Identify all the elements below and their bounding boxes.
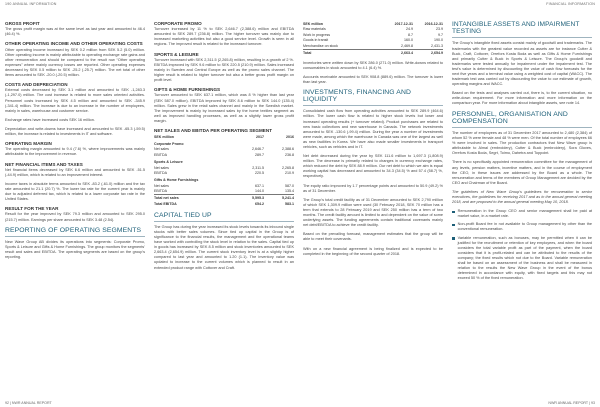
paragraph: The Group's total credit facility as of 31 December amounted to SEK 2,790 million of which SEK 1,309.9 million were used (30 February 2018, SEK 70 million has a term that extends to 28 February 2019 and SEK 250 million has a term of two months. The credit facility amount is limited to and dependent on the value of some underlying assets. The funding agreements contain traditional covenants mainly net debt/EBITDA to achieve the credit facility. xyxy=(303,197,443,228)
paragraph: Accounts receivable amounted to SEK 908.8 (889.6) million. The turnover is lower than last year. xyxy=(303,74,443,84)
paragraph: Other operating income increased by SEK 0.2 million from SEK 5.2 (5.0) million. Other operating income is mainly attributable to operating exchange rate gains and other remuneration and should be compared to the result row “Other operating expenses” where mainly currency losses are reported. Other operating expenses decreased by SEK 0.5 million to SEK -25.2 (-25.7) million. The net total of other items amounted to SEK -20.0 (-20.5) million. xyxy=(5,47,145,78)
paragraph: Inventories were written down by SEK 286.0 (271.0) million. Write-downs related to consumables in stock amounted to 4.1 (6.4) %. xyxy=(303,60,443,70)
section-title: SPORTS & LEISURE xyxy=(154,51,199,57)
paragraph: External costs decreased by SEK 3.1 million and amounted to SEK -1,283.3 (-1,297.0) million. The cost increase is related to more sales oriented activities. Personnel costs increased by SEK 4.5 million and amounted to SEK -345.9 (-341.4) million. The increase is due to an increase in the number of employees, mainly in sales, warehouse and customer service. xyxy=(5,88,145,113)
paragraph: The guidelines of New Wave Group's guidelines for remuneration to senior executives, the guidelines for receiving 2017 and as in the annual general meeting 2018, and are proposed to the annual general meeting May 10, 2018. xyxy=(452,189,592,205)
table-row: Net sales 637.1 587.0 xyxy=(154,183,294,188)
section-title: NET FINANCIAL ITEMS AND TAXES xyxy=(5,161,83,167)
paragraph: Consolidated cash flow from operating activities amounted to SEK 289.9 (464.6) million. The lower cash flow is related to higher stock levels but lower and increased operating results (+ turnover related). Product purchases are related to new basic collections and new warehouse in Canada. The network investments amounted to SEK -130.6 (-99.4) million. During the year a number of investments were made, among which the warehouse in Canada was one of the largest as well as new facilities in Korea. We have also made smaller investments in transport vehicles, such as vehicles and in IT. xyxy=(303,109,443,149)
paragraph: Exchange rates have increased costs SEK 16 million. xyxy=(5,117,95,122)
bullet-square-icon xyxy=(452,211,455,214)
section-heading: INVESTMENTS, FINANCING AND LIQUIDITY xyxy=(303,88,411,104)
column-1 xyxy=(5,21,145,264)
table-group: Corporate Promo xyxy=(154,141,184,146)
table-total-row: Total EBITDA 654.2 583.1 xyxy=(154,201,294,206)
table-total-row: Total net sales 5,595.3 5,241.4 xyxy=(154,195,294,200)
section-title: OPERATING MARGIN xyxy=(5,141,52,147)
section-title: OTHER OPERATING INCOME AND OTHER OPERATING COSTS xyxy=(5,41,143,47)
table-header: 2016 xyxy=(286,134,294,139)
table-row: Merchandise on stock 2,469.8 2,431.3 xyxy=(303,43,443,48)
paragraph: The number of employees as of 31 December 2017 amounted to 2,480 (2,384) of whom 52 % were female and 48 % were men. Of the total number of employees 66 % were involved in sales. The production contractors that New Wave group is attributable to Almal (embroidery), Cutter & Buck (embroidery), Sora Gloves, Orrefors Kosta Boda, Segrt, Toimo, Dahetra and Toppoint. xyxy=(452,130,592,156)
page-header-left: 190 ANNUAL INFORMATION xyxy=(5,2,57,6)
table-group: Gifts & Home Furnishings xyxy=(154,178,199,183)
section-title: GROSS PROFIT xyxy=(5,21,40,26)
paragraph: With on a new financial agreement is being finalized and is expected to be completed in the beginning of the second quarter of 2018. xyxy=(303,246,443,256)
table-row: Net sales 2,646.7 2,388.6 xyxy=(154,147,294,152)
paragraph: Net financial items decreased by SEK 6.6 million and amounted to SEK -51.5 (-44.9) million, which is related to an improvement interest. xyxy=(5,167,145,177)
table-row: Goods in transit 160.0 190.0 xyxy=(303,38,443,43)
table-row: EBITDA 220.5 210.9 xyxy=(154,171,294,176)
table-unit: SEK million xyxy=(154,134,174,139)
table-total-row: Total 2,663.4 2,654.9 xyxy=(303,50,443,55)
bullet-item: Remuneration in the Group CEO and senior management shall be paid at market value, in a market rate. xyxy=(452,209,592,219)
table-header: 2016-12-31 xyxy=(424,21,443,26)
bullet-square-icon xyxy=(452,237,455,240)
paragraph: Result for the year improved by SEK 79.3 million and amounted to SEK 295.0 (215.7) million. Earnings per share amounted to SEK 3.48 (2.54). xyxy=(5,212,145,222)
divider xyxy=(452,37,592,38)
paragraph: The operating margin amounted to 9.4 (7.6) %, where improvements was mainly attributable to the improvement in revenue. xyxy=(5,147,145,157)
table-row: EBITDA 144.0 135.4 xyxy=(154,189,294,194)
column-3 xyxy=(303,21,443,261)
table-row: EBITDA 289.7 236.8 xyxy=(154,153,294,157)
column-2 xyxy=(154,21,294,275)
paragraph: New Wave Group AB divides its operations into segments: Corporate Promo, Sports & Leisure and Gifts & Home Furnishings. The group monitors the segments’ result and sales and EBITDA. The operating segments are based on the group's reporting. xyxy=(5,239,145,260)
section-heading: CAPITAL TIED UP xyxy=(154,211,212,219)
paragraph: The gross profit margin was at the same level as last year and amounted to 46.4 (46.4) %. xyxy=(5,27,145,37)
table-header: 2017-12-31 xyxy=(394,21,413,26)
inventory-table xyxy=(303,21,443,56)
section-title: CORPORATE PROMO xyxy=(154,21,202,26)
paragraph: Income taxes in absolute terms amounted to SEK -83.2 (-61.0) million and the tax rate amounted to 21.1 (20.7) %. The lower tax rate for the current year is mainly due to adjusted deferred tax, which is related to a lower corporate tax rate in the United States. xyxy=(5,181,145,202)
section-title: GIFTS & HOME FURNISHINGS xyxy=(154,87,221,93)
table-row: Raw materials 24.9 23.9 xyxy=(303,27,443,32)
paragraph: There is no specifically appointed remuneration committee for the management of any levels, pension matters, incentive matters, and in the course of employment the CEO, in these issues are addressed by the Board as a whole. The remuneration and terms of the members of Group Management are decided by the CEO and Chairman of the Board. xyxy=(452,160,592,185)
divider xyxy=(452,127,592,128)
column-4 xyxy=(452,21,592,284)
bullet-item: Non-profit Board fee in not available to Group management by other than the conventional remuneration. xyxy=(452,222,592,232)
table-header: 2017 xyxy=(256,134,264,139)
table-row: Work in progress 8.7 9.7 xyxy=(303,32,443,37)
table-unit: SEK million xyxy=(303,21,323,26)
table-group: Sports & Leisure xyxy=(154,160,183,164)
section-heading: INTANGIBLE ASSETS AND IMPAIRMENT TESTING xyxy=(452,21,580,36)
table-title: NET SALES AND EBITDA PER OPERATING SEGMENT xyxy=(154,128,272,134)
paragraph: Depreciation and write-downs have increased and amounted to SEK -65.3 (-59.5) million, the increase is related to investments in IT and software. xyxy=(5,126,145,137)
paragraph: Based on the prevailing forecast, management estimates that the group will be able to meet their covenants. xyxy=(303,232,443,242)
section-title: COSTS AND DEPRECIATION xyxy=(5,82,68,88)
section-heading: PERSONNEL, ORGANISATION AND COMPENSATION xyxy=(452,110,568,125)
paragraph: Net debt decreased during the year by SEK 111.6 million to 1,697.3 (1,808.9) million. The decrease is primarily related to changes in currency exchange rates, which reduced the debt by SEK 88.9 million. Our net debt to which we aim is equal working capital has decreased and amounted to 34.3 (34.5) % and 57.4 (58.7) %, respectively. xyxy=(303,154,443,179)
paragraph: The equity ratio improved by 1.7 percentage points and amounted to 50.9 (49.2) % as of 31 December. xyxy=(303,183,443,193)
divider xyxy=(5,236,145,237)
table-row: Net sales 2,311.5 2,265.8 xyxy=(154,165,294,170)
divider xyxy=(303,105,443,106)
paragraph: Turnover amounted to SEK 637.1 million, which was 8 % higher than last year (SEK 587.0 million). EBITDA improved by SEK 8.6 million to SEK 144.0 (135.4) million. Sales grew in the retail sales channel and mainly in the Swedish market. The improvement is mainly by increased sales by the home textiles segment as well as improved handling processes, as well as a slightly lower gross profit margin. xyxy=(154,93,294,123)
paragraph: The Group has during the year increased its stock levels towards its inbound single stocks with better sales volumes. Since tied up capital in the Group is of significance to the financial results, the management and the operational teams have worked with controlling the stock level in relation to the sales. Capital tied up in goods has increased by SEK 8.5 million and stock inventories amounted to SEK 2,663.4 (2,654.9) million. The current stock inventory level is at a slightly higher compared to last year and amounted to 1.20 (1.1). The inventory value was updated to increase to the current volumes which is planned to result in an extended product range with Cottover and Craft. xyxy=(154,224,294,270)
page-header-right: FINANCIAL INFORMATION xyxy=(546,2,595,6)
bullet-square-icon xyxy=(452,224,455,227)
section-title: RESULT FOR THE YEAR xyxy=(5,206,59,212)
paragraph: Turnover increased with SEK 2,311.5 (2,265.8) million, resulting in a growth of 2 %. EBITDA improved by SEK 9.6 million to SEK 220.5 (210.9) million. Sales increased mainly in Sweden and Central Europe as well as the promo sales channel. The higher result is related to higher turnover but also a better gross profit margin on profit level. xyxy=(154,57,294,83)
page-footer-right: NWR ANNUAL REPORT | 93 xyxy=(548,401,595,405)
paragraph: Based on the tests and analyses carried out, there is, to the current situation, no write-down requirement. For more information and more information on the comparison year. For more information about intangible assets, see note 14. xyxy=(452,91,592,106)
segment-table xyxy=(154,134,294,206)
paragraph: The Group's intangible fixed assets consist mainly of goodwill and trademarks. The trademarks with the greatest value recorded as assets are for instance Cutter & Buck, Craft, Cottover, Orrefors Kosta Boda as well as Gifts & Home Furnishings and primarily Cutter & Buck in Sports & Leisure. The Group's goodwill and trademarks were tested annually for impairment under the impairment test. The test's value is determined by discounting the value of cash flow forecasts for the next five years and a terminal value using a weighted cost of capital (WACC). The trademark test was carried out by discounting the value to our estimate of growth, operating margins and WACC. xyxy=(452,41,592,87)
section-heading: REPORTING OF OPERATING SEGMENTS xyxy=(5,226,142,234)
page-footer-left: 92 | NWR ANNUAL REPORT xyxy=(5,401,52,405)
divider xyxy=(154,221,294,222)
bullet-item: Variable remuneration, such as bonuses, may be permitted when it can be justified for the recruitment or retention of key employees, and when the board considers the total variable profit as part of the payment, when the board considers that it is profit-related and can be attributed to the results of the company; the fixed results which not due to the Board. Variable remuneration shall be based on an assessment of the business and shall be measured in relation to the results the New Wave Group in the event of the bonus determined in accordance with equity, with fixed targets and this may not exceed 50 % of the fixed remuneration. xyxy=(452,236,592,282)
paragraph: Turnover increased by 11 % to SEK 2,646.7 (2,388.6) million and EBITDA amounted to SEK 289.7 (236.8) million. The higher turnover was mainly due to increased marketing activities but also a good service level. Growth is seen in all regions. The improved result is related to the increased turnover. xyxy=(154,27,294,47)
